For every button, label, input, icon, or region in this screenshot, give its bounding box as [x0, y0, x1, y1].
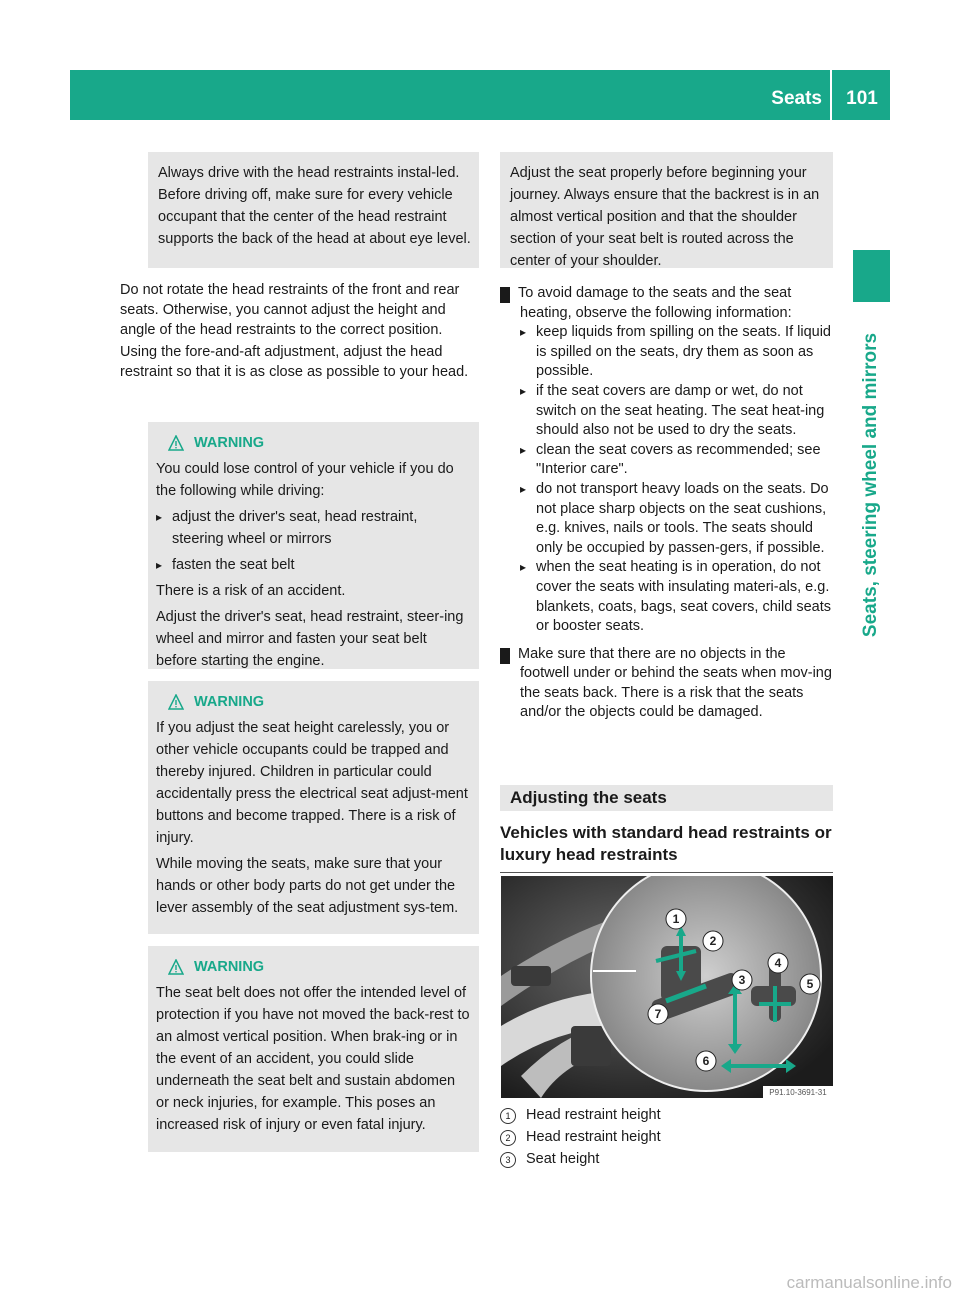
- callout-5: 5: [806, 977, 814, 991]
- left-body-text: [120, 280, 480, 382]
- warning-advice: Adjust the driver's seat, head restraint, steer-ing wheel and mirror and fasten your seat belt before starting the engine.: [156, 609, 464, 669]
- note-bullet: ▸ keep liquids from spilling on the seats. If liquid is spilled on the seats, dry them as soon as possible.: [520, 323, 833, 382]
- note-intro: To avoid damage to the seats and the seat heating, observe the following information:: [518, 285, 792, 321]
- warning-heading: [168, 956, 471, 978]
- callout-4: 4: [774, 956, 782, 970]
- callout-3: 3: [738, 973, 746, 987]
- legend-number: 2: [500, 1130, 516, 1146]
- callout-6: 6: [702, 1054, 710, 1068]
- warning-triangle-icon: [168, 694, 184, 710]
- figure-code: P91.10-3691-31: [769, 1088, 827, 1097]
- warning-title: WARNING: [194, 435, 265, 451]
- head-restraint-note-box: [148, 152, 479, 268]
- header-bar: [70, 70, 890, 120]
- exclamation-icon: !: [500, 648, 510, 664]
- side-tab-marker: [853, 250, 890, 302]
- legend-text: Head restraint height: [526, 1129, 661, 1145]
- legend-item: [500, 1148, 661, 1170]
- warning-title: WARNING: [194, 694, 265, 710]
- warning-text: If you adjust the seat height carelessly, you or other vehicle occupants could be trapped and thereby injured. Children in particular could accidentally press the electrical seat adjust-ment buttons and become trapped. There is a risk of injury.: [156, 720, 468, 846]
- warning-heading: [168, 691, 471, 713]
- site-watermark: carmanualsonline.info: [786, 1273, 952, 1292]
- page-number: 101: [846, 88, 878, 109]
- note-bullet: ▸ if the seat covers are damp or wet, do not switch on the seat heating. The seat heat-ing should also not be used to dry the seats.: [520, 382, 833, 441]
- header-separator: [830, 70, 832, 120]
- legend-item: [500, 1126, 661, 1148]
- legend-text: Seat height: [526, 1151, 600, 1167]
- legend-text: Head restraint height: [526, 1107, 661, 1123]
- seat-controls-figure: [501, 876, 833, 1098]
- note-bullet: ▸ do not transport heavy loads on the seats. Do not place sharp objects on the seat cushions, e.g. knives, nails or tools. The seats should only be occupied by passen-gers, if possible.: [520, 480, 833, 558]
- figure-legend: [500, 1104, 661, 1170]
- seat-adjust-note-box: [500, 152, 833, 268]
- warning-intro: You could lose control of your vehicle if you do the following while driving:: [156, 461, 454, 499]
- note2-text: Make sure that there are no objects in the footwell under or behind the seats when mov-ing the seats back. There is a risk that the seats and/or the objects could be damaged.: [518, 645, 832, 721]
- paragraph: Do not rotate the head restraints of the front and rear seats. Otherwise, you cannot adjust the height and angle of the head restraints to the correct position.: [120, 282, 460, 338]
- seat-controls-illustration: [501, 876, 833, 1098]
- seat-damage-note: [492, 284, 833, 723]
- warning-text: While moving the seats, make sure that your hands or other body parts do not get under the lever assembly of the seat adjustment sys-tem.: [156, 856, 459, 916]
- warning-heading: [168, 432, 471, 454]
- note2-line: [492, 645, 833, 723]
- section-title: Seats: [771, 88, 822, 109]
- warning-box-seat-belt: [148, 946, 479, 1152]
- warning-risk: There is a risk of an accident.: [156, 583, 346, 599]
- exclamation-icon: !: [500, 287, 510, 303]
- note-intro-line: [492, 284, 833, 323]
- subsection-heading: Vehicles with standard head restraints or luxury head restraints: [500, 822, 833, 873]
- warning-bullet: ▸ adjust the driver's seat, head restraint, steering wheel or mirrors: [156, 506, 471, 550]
- side-chapter-label: Seats, steering wheel and mirrors: [860, 332, 881, 638]
- legend-number: 1: [500, 1108, 516, 1124]
- warning-box-driving: [148, 422, 479, 669]
- callout-7: 7: [654, 1007, 662, 1021]
- warning-triangle-icon: [168, 959, 184, 975]
- section-heading: Adjusting the seats: [500, 785, 833, 811]
- note-bullet: ▸ when the seat heating is in operation, do not cover the seats with insulating materi-als, e.g. blankets, coats, bags, seat covers, child seats or booster seats.: [520, 558, 833, 636]
- warning-text: The seat belt does not offer the intended level of protection if you have not moved the back-rest to an almost vertical position. When brak-ing or in the event of an accident, you could slide underneath the seat belt and sustain abdomen or neck injuries, for example. This poses an increased risk of injury or even fatal injury.: [156, 985, 470, 1133]
- legend-number: 3: [500, 1152, 516, 1168]
- warning-title: WARNING: [194, 959, 265, 975]
- head-restraint-note-text: Always drive with the head restraints instal-led. Before driving off, make sure for every vehicle occupant that the center of the head restraint supports the back of the head at about eye level.: [158, 165, 471, 247]
- seat-adjust-note-text: Adjust the seat properly before beginning your journey. Always ensure that the backrest is in an almost vertical position and that the shoulder section of your seat belt is routed across the center of your shoulder.: [510, 165, 820, 269]
- warning-bullet: ▸ fasten the seat belt: [156, 554, 471, 576]
- warning-triangle-icon: [168, 435, 184, 451]
- note-bullet: ▸ clean the seat covers as recommended; see "Interior care".: [520, 441, 833, 480]
- paragraph: Using the fore-and-aft adjustment, adjust the head restraint so that it is as close as possible to your head.: [120, 344, 469, 380]
- legend-item: [500, 1104, 661, 1126]
- callout-1: 1: [672, 912, 680, 926]
- warning-box-seat-height: [148, 681, 479, 934]
- callout-2: 2: [709, 934, 717, 948]
